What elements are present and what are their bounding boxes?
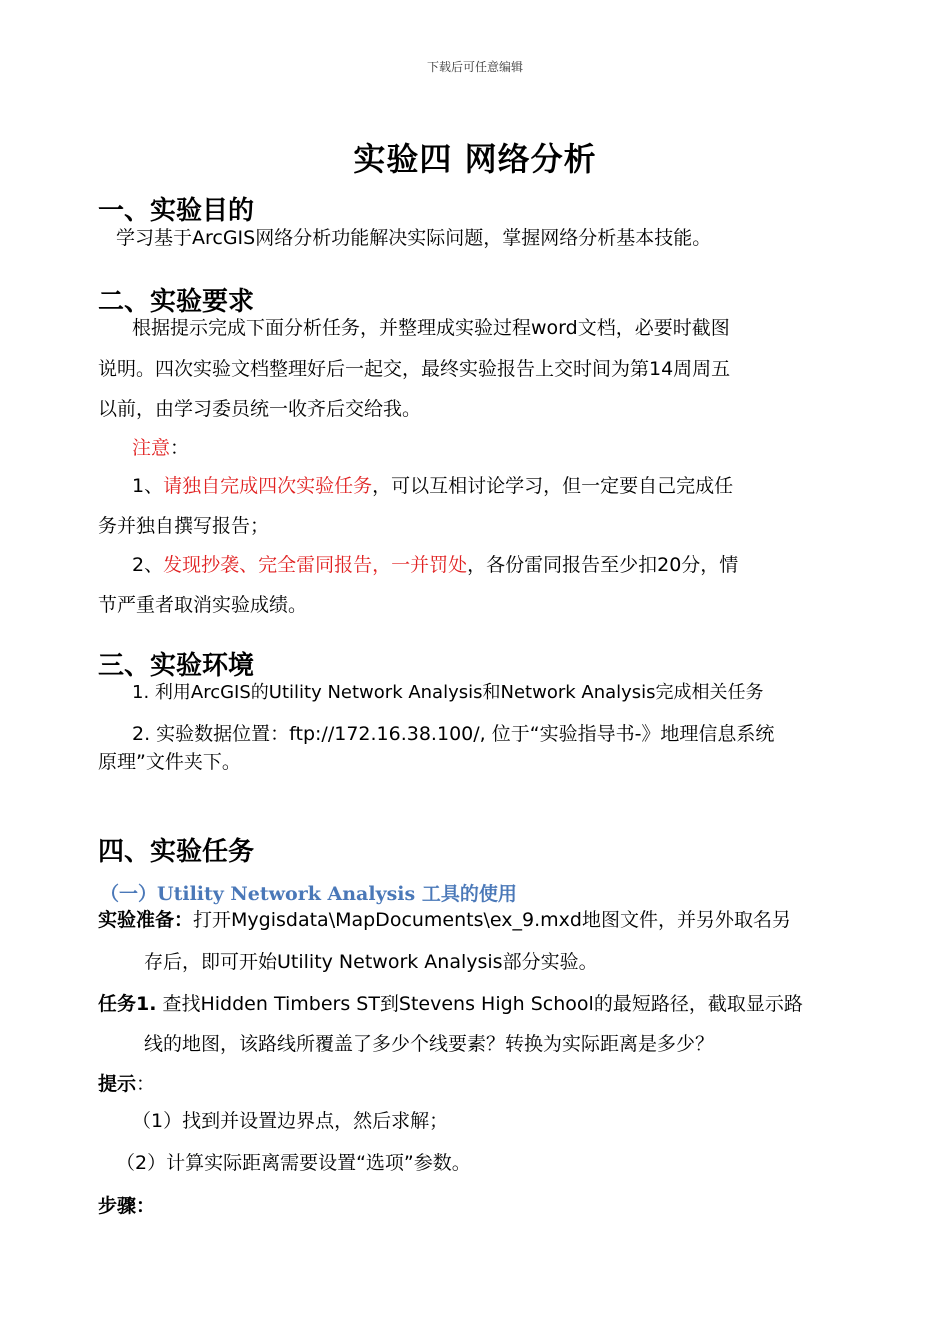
task-1-label: 任务1. <box>98 993 157 1015</box>
requirements-line-2: 说明。四次实验文档整理好后一起交，最终实验报告上交时间为第14周周五 <box>98 358 731 380</box>
prep-line-continued: 存后，即可开始Utility Network Analysis部分实验。 <box>144 951 598 973</box>
hint-item-1: （1）找到并设置边界点，然后求解； <box>132 1110 449 1132</box>
environment-item-2: 2. 实验数据位置：ftp://172.16.38.100/, 位于“实验指导书-》地理信息系统 <box>132 723 775 745</box>
prep-label: 实验准备： <box>98 909 194 931</box>
note-colon: ： <box>170 437 190 459</box>
task-1-line <box>98 984 803 1024</box>
note-item-2-emphasis: 发现抄袭、完全雷同报告，一并罚处 <box>163 554 468 576</box>
note-item-2 <box>132 545 738 585</box>
prep-line <box>98 900 791 940</box>
note-item-1-rest: ，可以互相讨论学习，但一定要自己完成任 <box>372 475 734 497</box>
subsection-heading-utility-network: （一）Utility Network Analysis 工具的使用 <box>100 883 517 905</box>
prep-text: 打开Mygisdata\MapDocuments\ex_9.mxd地图文件，并另外取名另 <box>193 909 791 931</box>
hint-colon: ： <box>136 1073 156 1095</box>
note-item-1-prefix: 1、 <box>132 475 164 497</box>
task-1-continued: 线的地图，该路线所覆盖了多少个线要素？转换为实际距离是多少？ <box>144 1033 715 1055</box>
note-label: 注意 <box>132 437 171 459</box>
requirements-line-3: 以前，由学习委员统一收齐后交给我。 <box>98 398 422 420</box>
environment-item-2-continued: 原理”文件夹下。 <box>98 751 241 773</box>
note-heading <box>132 428 189 468</box>
note-item-1-emphasis: 请独自完成四次实验任务 <box>163 475 373 497</box>
purpose-text: 学习基于ArcGIS网络分析功能解决实际问题，掌握网络分析基本技能。 <box>116 227 712 249</box>
requirements-line-1: 根据提示完成下面分析任务，并整理成实验过程word文档，必要时截图 <box>132 317 730 339</box>
hint-item-2: （2）计算实际距离需要设置“选项”参数。 <box>116 1152 471 1174</box>
hint-label: 提示 <box>98 1073 137 1095</box>
environment-item-1: 1. 利用ArcGIS的Utility Network Analysis和Network Analysis完成相关任务 <box>132 682 764 703</box>
hint-heading <box>98 1064 155 1104</box>
note-item-1-continued: 务并独自撰写报告； <box>98 515 270 537</box>
section-heading-environment: 三、实验环境 <box>98 651 255 681</box>
note-item-2-prefix: 2、 <box>132 554 164 576</box>
section-heading-purpose: 一、实验目的 <box>98 196 255 226</box>
document-title: 实验四 网络分析 <box>353 140 597 178</box>
task-1-text: 查找Hidden Timbers ST到Stevens High School的最短路径，截取显示路 <box>156 993 803 1015</box>
note-item-2-continued: 节严重者取消实验成绩。 <box>98 594 308 616</box>
note-item-2-rest: ，各份雷同报告至少扣20分，情 <box>467 554 739 576</box>
page-header: 下载后可任意编辑 <box>426 60 523 74</box>
section-heading-requirements: 二、实验要求 <box>98 287 255 317</box>
section-heading-tasks: 四、实验任务 <box>98 837 255 867</box>
steps-label: 步骤： <box>98 1195 156 1217</box>
note-item-1 <box>132 466 733 506</box>
